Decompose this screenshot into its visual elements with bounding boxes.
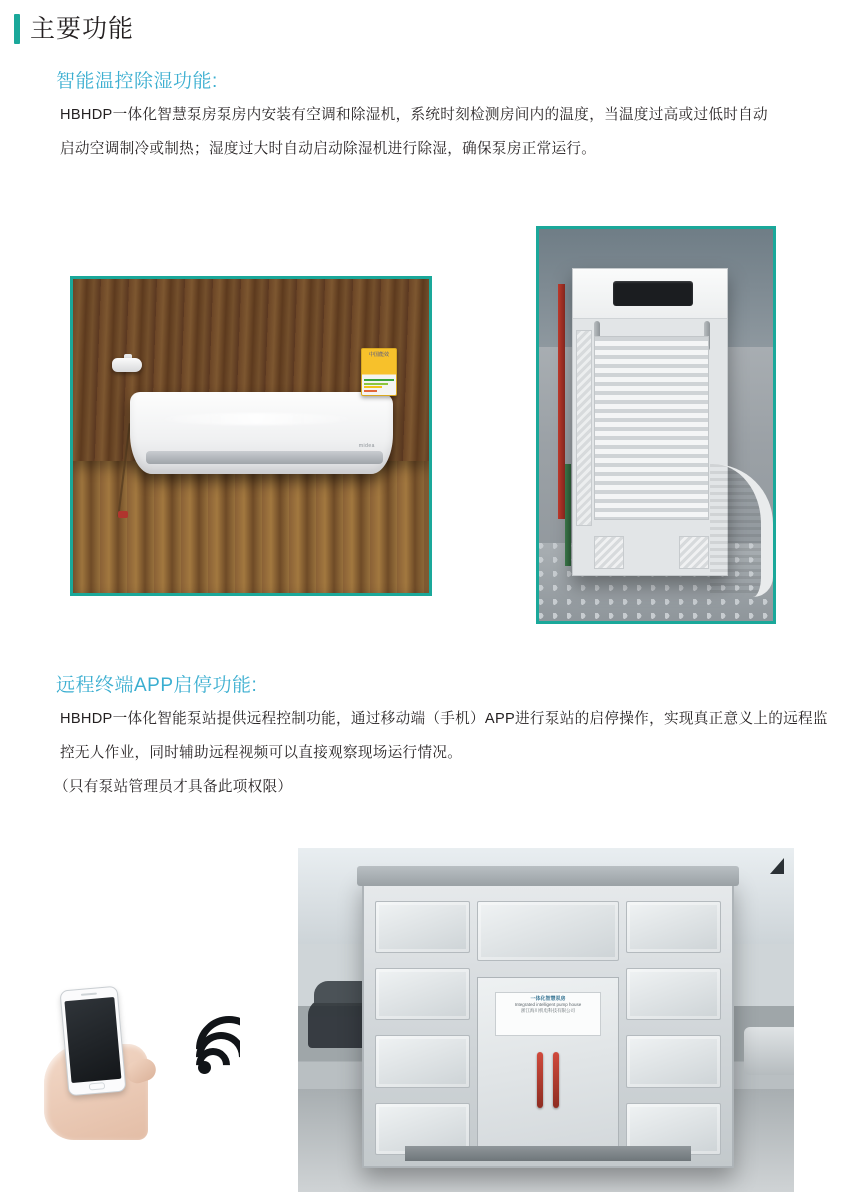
thumb bbox=[123, 1056, 158, 1086]
page-title: 主要功能 bbox=[30, 14, 135, 43]
cabinet-sign-company: 浙江海川机电科技有限公司 bbox=[520, 1007, 575, 1013]
dehumidifier-room-scene bbox=[539, 229, 773, 621]
ac-brand-text: midea bbox=[358, 443, 375, 450]
cabinet-roof bbox=[357, 866, 739, 886]
smartphone bbox=[59, 986, 126, 1097]
cabinet-panel bbox=[375, 1035, 469, 1087]
phone-scene bbox=[30, 960, 240, 1140]
cabinet-column-right bbox=[626, 901, 720, 1155]
flexible-hose bbox=[710, 464, 773, 597]
door-handle-left[interactable] bbox=[537, 1052, 543, 1108]
pump-station-scene bbox=[298, 848, 794, 1192]
phone-home-button bbox=[89, 1082, 106, 1090]
energy-label-title: 中国能效 bbox=[368, 352, 389, 359]
ac-room-scene bbox=[73, 279, 429, 593]
dehumidifier-foot-plate-right bbox=[679, 536, 709, 569]
section-note-remote-app: （只有泵站管理员才具备此项权限） bbox=[54, 779, 293, 795]
cabinet-panel bbox=[477, 901, 618, 962]
security-camera-icon bbox=[112, 354, 146, 376]
cabinet-panel bbox=[626, 968, 720, 1020]
cabinet-double-door[interactable] bbox=[477, 977, 618, 1155]
integrated-pump-station-cabinet-photo bbox=[298, 848, 794, 1192]
section-heading-remote-app: 远程终端APP启停功能: bbox=[56, 675, 258, 696]
side-pipe bbox=[744, 1027, 794, 1075]
phone-speaker bbox=[81, 992, 97, 995]
dehumidifier-side-plate bbox=[576, 330, 592, 526]
door-handles[interactable] bbox=[535, 1052, 561, 1108]
cabinet-panel bbox=[375, 968, 469, 1020]
energy-label-bars bbox=[362, 377, 396, 395]
green-pipe bbox=[565, 464, 571, 566]
title-accent-bar bbox=[14, 14, 20, 44]
cabinet-panel bbox=[375, 901, 469, 953]
cabinet-sign-title: 一体化智慧泵房 bbox=[530, 995, 566, 1002]
cabinet-panel bbox=[626, 901, 720, 953]
red-pipe bbox=[558, 284, 565, 519]
corner-shadow bbox=[770, 858, 784, 874]
stainless-steel-cabinet bbox=[362, 876, 733, 1169]
cabinet-base-plinth bbox=[405, 1146, 691, 1160]
section-heading-temperature-humidity: 智能温控除湿功能: bbox=[56, 71, 218, 92]
dehumidifier-unit bbox=[572, 268, 728, 576]
page-title-block bbox=[14, 14, 134, 44]
cabinet-sign-subtitle: Integrated intelligent pump house bbox=[514, 1001, 582, 1007]
cable-plug bbox=[118, 511, 128, 518]
wall-mounted-air-conditioner-photo bbox=[70, 276, 432, 596]
door-handle-right[interactable] bbox=[553, 1052, 559, 1108]
air-vent bbox=[146, 451, 383, 464]
cabinet-column-center bbox=[477, 901, 618, 1155]
section-paragraph-temperature-humidity: HBHDP一体化智慧泵房泵房内安装有空调和除湿机，系统时刻检测房间内的温度，当温度过高或过低时自动启动空调制冷或制热；湿度过大时自动启动除湿机进行除湿，确保泵房正常运行。 bbox=[60, 107, 768, 157]
cabinet-column-left bbox=[375, 901, 469, 1155]
cabinet-panel bbox=[626, 1035, 720, 1087]
unit-highlight bbox=[162, 413, 352, 424]
section-paragraph-remote-app: HBHDP一体化智能泵站提供远程控制功能，通过移动端（手机）APP进行泵站的启停操作，实现真正意义上的远程监控无人作业，同时辅助远程视频可以直接观察现场运行情况。 bbox=[60, 711, 828, 761]
phone-screen bbox=[64, 997, 121, 1083]
energy-efficiency-label bbox=[361, 348, 397, 396]
cabinet-sign bbox=[495, 992, 601, 1036]
dehumidifier-foot-plate-left bbox=[594, 536, 624, 569]
industrial-dehumidifier-photo bbox=[536, 226, 776, 624]
wifi-signal-icon bbox=[196, 1008, 240, 1080]
air-conditioner-indoor-unit bbox=[130, 392, 393, 474]
cabinet-panel-grid bbox=[375, 901, 720, 1155]
phone-wifi-control-illustration bbox=[30, 960, 240, 1140]
dehumidifier-air-grill bbox=[594, 336, 708, 519]
wooden-wall-panel bbox=[73, 461, 429, 593]
dehumidifier-display-panel bbox=[613, 281, 693, 305]
